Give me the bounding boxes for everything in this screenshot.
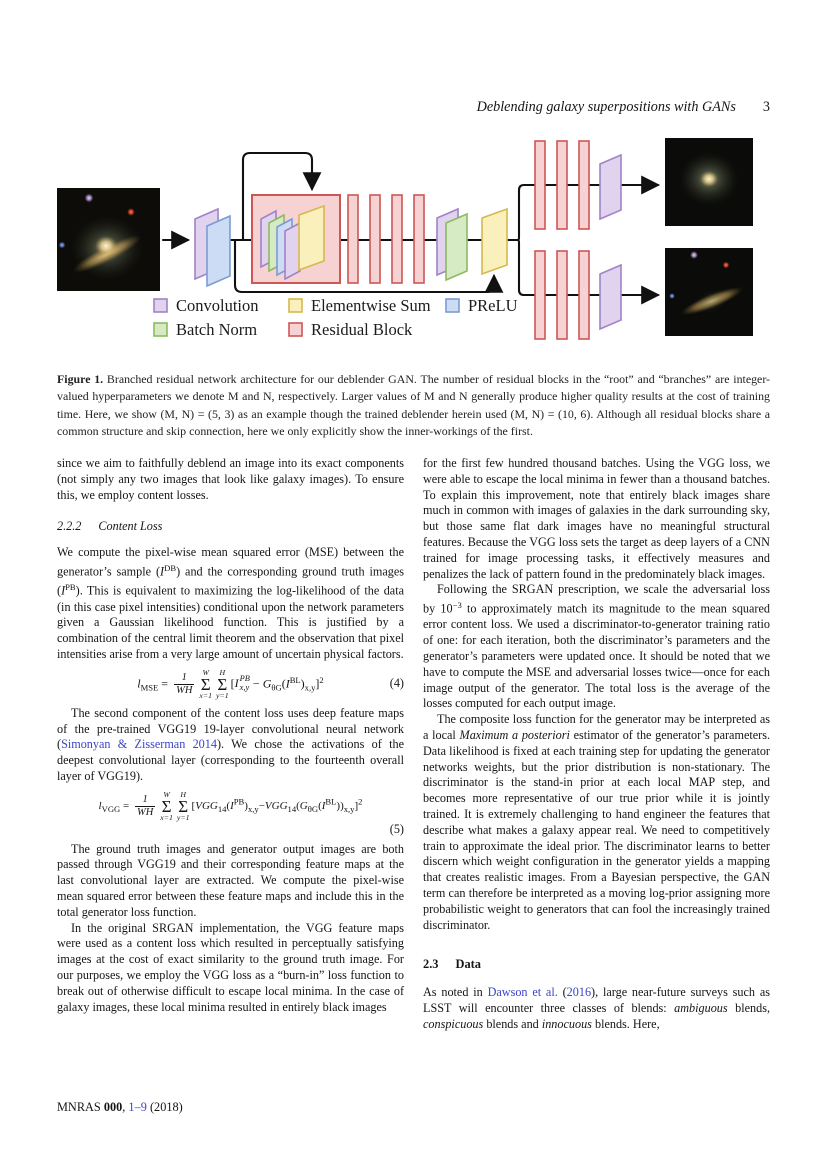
elementwise-sum-layer: [299, 206, 324, 270]
legend-swatch-conv: [154, 299, 167, 312]
section-heading-data: [423, 957, 770, 973]
legend-swatch-sum: [289, 299, 302, 312]
paragraph: The composite loss function for the generator may be interpreted as a local Maximum a posteriori estimator of the generator’s parameters. Data likelihood is fixed at each training step for updating the generator networks weights, but the prior distribution is non-stationary. The discriminator is the stand-in prior at each local MAP step, and becomes more representative of our true prior while it is jointly trained. It is extremely challenging to hand engineer the features that describe what makes a galaxy appear real. We need to competitively train to approximate the ideal prior. The discriminator learns to better discern which weight configuration in the generator yields a mapping that creates realistic images. From a Bayesian perspective, the GAN term can therefore be interpreted as a moving log-prior assigning more probabilistic weight to generators that can fool the increasingly trained discriminator.: [423, 712, 770, 932]
left-column: [57, 456, 404, 1033]
legend-item-res: [289, 320, 413, 339]
right-column: [423, 456, 770, 1033]
running-title: Deblending galaxy superpositions with GANs: [476, 99, 736, 115]
residual-block-bar: [579, 141, 589, 229]
figure-1-architecture-diagram: [57, 133, 770, 348]
journal-footer: MNRAS 000, 1–9 (2018): [57, 1100, 183, 1114]
figure-caption-label: Figure 1.: [57, 372, 104, 386]
equation-4-number: (4): [389, 676, 404, 691]
paragraph: As noted in Dawson et al. (2016), large near-future surveys such as LSST will encounter three classes of blends: ambiguous blends, conspicuous blends and innocuous blends. Here,: [423, 985, 770, 1031]
legend-swatch-prelu: [446, 299, 459, 312]
citation-link[interactable]: 2016: [566, 985, 592, 1000]
paragraph: We compute the pixel-wise mean squared error (MSE) between the generator’s sample $(I^{DB})$ and the corresponding ground truth images $(I^{PB})$. This is equivalent to maximizing the log-likelihood of the data (in this case pixel intensities) conditional upon the network parameters given a Gaussian likelihood function. This is justified by a combination of the central limit theorem and the observation that pixel intensities arise from a very large amount of uncertain physical factors.: [57, 545, 404, 661]
two-column-body: [57, 456, 770, 1033]
equation-5: [57, 791, 404, 822]
legend-item-conv: [154, 296, 259, 315]
conv-layer: [600, 265, 621, 329]
citation-link[interactable]: 1–9: [128, 1100, 147, 1114]
paragraph: since we aim to faithfully deblend an image into its exact components (not simply any two images that look like galaxy images). To ensure this, we employ content losses.: [57, 456, 404, 502]
citation-link[interactable]: Dawson et al.: [487, 985, 558, 1000]
legend-item-sum: [289, 296, 431, 315]
paragraph: Following the SRGAN prescription, we scale the adversarial loss by $10^{-3}$ to approximately match its magnitude to the mean squared error content loss. We used a discriminator-to-generator training ratio of one: for each iteration, both the discriminator’s parameters and the generator’s parameters were updated once. It should be noted that we have to compute the MSE and adversarial losses twice—once for each image output of the generator. The total loss is the average of the losses computed for each output image.: [423, 582, 770, 711]
legend-label-sum: Elementwise Sum: [311, 296, 431, 315]
branch-split-bottom: [518, 240, 536, 295]
citation-link[interactable]: Simonyan & Zisserman 2014: [61, 737, 217, 752]
paragraph: In the original SRGAN implementation, the VGG feature maps were used as a content loss which resulted in perceptually satisfying images at the cost of exact similarity to the ground truth image. For our purposes, we employ the VGG loss as a “burn-in” loss function to break out of otherwise difficult to escape local minima. In the case of galaxy images, these local minima resulted in entirely black images: [57, 920, 404, 1014]
residual-block-bar: [535, 141, 545, 229]
legend-label-bn: Batch Norm: [176, 320, 258, 339]
residual-block-bar: [348, 195, 358, 283]
legend-label-res: Residual Block: [311, 320, 413, 339]
section-title: Data: [455, 957, 481, 972]
figure-caption-text: Branched residual network architecture for our deblender GAN. The number of residual blocks in the “root” and “branches” are integer-valued hyperparameters we denote M and N, respectively. Larger values of M and N generally produce higher quality results at the cost of training time. Here, we show (M, N) = (5, 3) as an example though the trained deblender herein used (M, N) = (10, 6). Although all residual blocks share a common structure and skip connection, here we only explicitly show the inner-workings of the first.: [57, 372, 770, 439]
output-galaxy-image-bottom: [665, 248, 753, 336]
conv-layer: [285, 223, 300, 279]
legend-label-prelu: PReLU: [468, 296, 518, 315]
equation-4: [57, 669, 404, 700]
legend-label-conv: Convolution: [176, 296, 259, 315]
residual-block-bar: [557, 141, 567, 229]
paragraph: The second component of the content loss uses deep feature maps of the pre-trained VGG19 19-layer convolutional neural network (Simonyan & Zisserman 2014). We chose the activations of the deepest convolutional layer (corresponding to the fourteenth overall layer of VGG19).: [57, 705, 404, 783]
equation-4-body: $l_{MSE}$ = $\frac{1}{WH}$ W Σ x=1 H Σ y=1 [ I PB x,y − $G_{\theta G}(I^{BL})_{x,y}]^2$: [137, 667, 324, 700]
paragraph: for the first few hundred thousand batches. Using the VGG loss, we were able to escape the local minima in fewer than a thousand batches. To explain this improvement, note that entirely black images share much in common with images of galaxies in the dark surrounding sky, but those same flat dark images have no meaningful structural features. Because the VGG loss sets the target as deep layers of a CNN trained for image processing tasks, it effectively measures and penalizes the lack of pattern found in the predominately black images.: [423, 456, 770, 581]
subsection-title: Content Loss: [98, 519, 163, 534]
input-blended-galaxy-image: [57, 188, 160, 291]
equation-5-number: (5): [389, 821, 404, 836]
legend-swatch-res: [289, 323, 302, 336]
residual-block-bar: [535, 251, 545, 339]
branch-split-top: [518, 185, 536, 240]
section-number: 2.3: [423, 957, 439, 972]
batch-norm-layer: [446, 214, 467, 280]
prelu-layer: [207, 216, 230, 286]
residual-block-bar: [557, 251, 567, 339]
subsection-heading-content-loss: [57, 519, 404, 535]
residual-block-bar: [392, 195, 402, 283]
paragraph: The ground truth images and generator output images are both passed through VGG19 and their corresponding feature maps at the last convolutional layer are extracted. We compute the pixel-wise mean squared error between these feature maps and include this in the total generator loss function.: [57, 841, 404, 919]
legend-item-prelu: [446, 296, 518, 315]
residual-block-bar: [414, 195, 424, 283]
figure-1-caption: [57, 371, 770, 441]
residual-block-bar: [579, 251, 589, 339]
conv-layer: [600, 155, 621, 219]
page-number: 3: [762, 99, 770, 115]
residual-block-bar: [370, 195, 380, 283]
elementwise-sum-layer: [482, 209, 507, 274]
legend-item-bn: [154, 320, 257, 339]
legend-swatch-bn: [154, 323, 167, 336]
output-galaxy-image-top: [665, 138, 753, 226]
running-head: [477, 99, 770, 116]
equation-5-body: $l_{VGG}$ = $\frac{1}{WH}$ W Σ x=1 H Σ y=1 $[VGG_{14}(I^{PB})_{x,y}-VGG_{14}(G_{\theta G}(I^{BL}))_{x,y}]^2$: [98, 789, 363, 822]
subsection-number: 2.2.2: [57, 519, 82, 534]
